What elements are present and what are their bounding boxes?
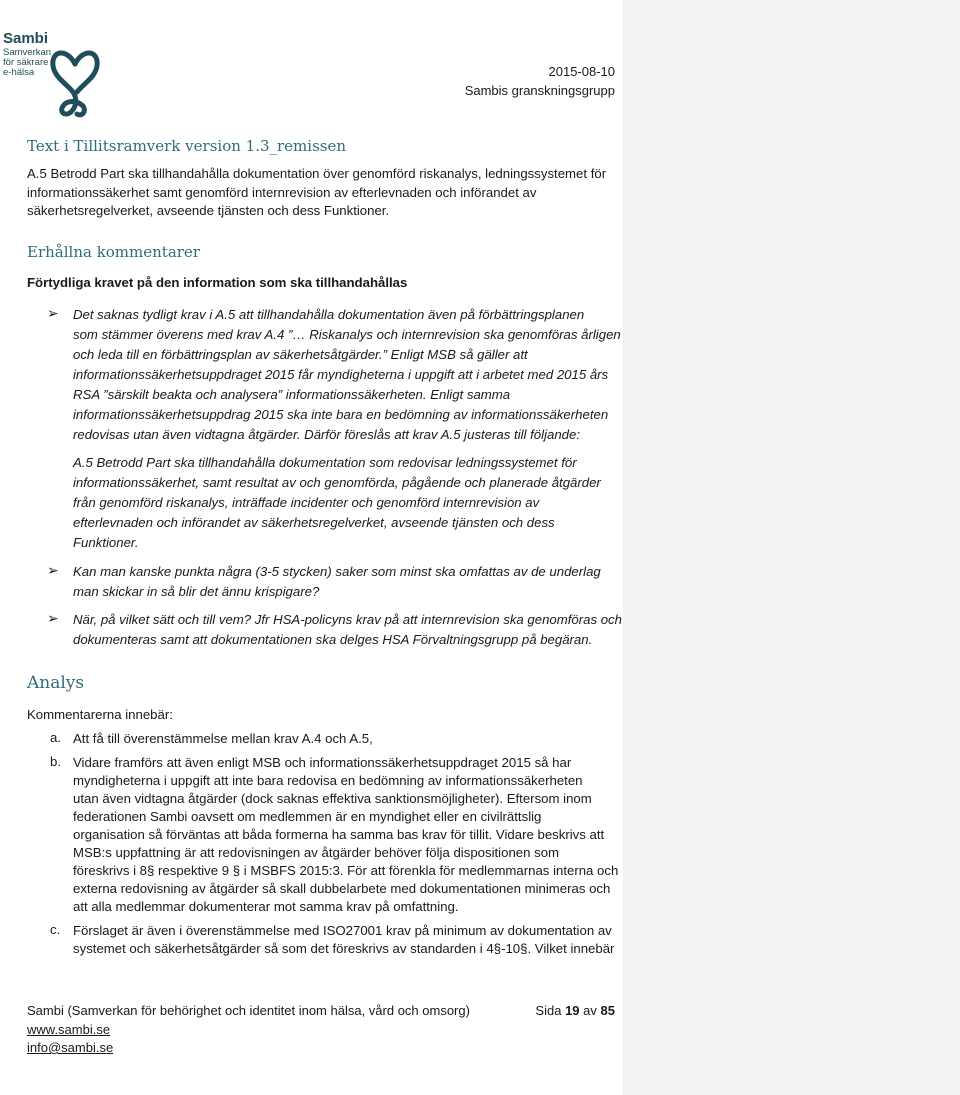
proposal-line: från genomförd riskanalys, inträffade incidenter och genomförd internrevision av [73, 495, 540, 510]
section-heading: Erhållna kommentarer [27, 243, 200, 261]
section-heading: Analys [27, 673, 85, 693]
comment-line: När, på vilket sätt och till vem? Jfr HSA-policyns krav på att internrevision ska genomföras och [73, 612, 622, 627]
heart-knot-icon [47, 42, 103, 118]
list-item-line: att alla medlemmar dokumenterar mot samma krav på omfattning. [73, 899, 459, 914]
list-item-line: föreskrivs i 8§ respektive 9 § i MSBFS 2015:3. För att förenkla för medlemmarnas interna och [73, 863, 619, 878]
list-marker: c. [50, 922, 61, 937]
footer-email-text[interactable]: info@sambi.se [27, 1040, 114, 1055]
page-prefix: Sida [535, 1003, 562, 1018]
arrow-bullet-icon: ➢ [47, 610, 59, 626]
comment-line: informationssäkerhetsuppdraget 2015 får myndigheterna i uppgift att i arbetet med 2015 års [73, 367, 609, 382]
logo-title: Sambi [3, 30, 49, 47]
subheading: Förtydliga kravet på den information som ska tillhandahållas [27, 275, 408, 290]
comment-line: som stämmer överens med krav A.4 ”… Riskanalys och internrevision ska genomföras årligen [73, 327, 621, 342]
logo-line: e-hälsa [3, 67, 35, 78]
proposal-line: efterlevnaden och införandet av säkerhetsregelverket, avseende tjänsten och dess [73, 515, 555, 530]
section-heading: Text i Tillitsramverk version 1.3_remissen [27, 137, 347, 155]
total-pages: 85 [600, 1003, 615, 1018]
comment-line: dokumenteras samt att dokumentationen ska delges HSA Förvaltningsgrupp på begäran. [73, 632, 593, 647]
list-item-line: Vidare framförs att även enligt MSB och informationssäkerhetsuppdraget 2015 så har [73, 755, 572, 770]
page-margin-area [623, 0, 960, 1095]
list-item-line: myndigheterna i uppgift att inte bara redovisa en bedömning av informationssäkerheten [73, 773, 583, 788]
logo-line: för säkrare [3, 57, 49, 68]
sambi-logo [3, 30, 113, 120]
logo-line: Samverkan [3, 47, 52, 58]
list-item-line: MSB:s uppfattning är att redovisningen av åtgärder behöver följa dispositionen som [73, 845, 560, 860]
list-item-line: Förslaget är även i överenstämmelse med ISO27001 krav på minimum av dokumentation av [73, 923, 612, 938]
footer-email-link[interactable] [27, 1040, 113, 1055]
paragraph-line: säkerhetsregelverket, avseende tjänsten och dess Funktioner. [27, 203, 390, 218]
paragraph-line: A.5 Betrodd Part ska tillhandahålla dokumentation över genomförd riskanalys, ledningssystemet för [27, 166, 607, 181]
proposal-line: Funktioner. [73, 535, 139, 550]
comment-line: informationssäkerhetsuppdrag 2015 ska inte bara en bedömning av informationssäkerheten [73, 407, 609, 422]
list-item-line: utan även vidtagna åtgärder (dock saknas effektiva sanktionsmöjligheter). Eftersom inom [73, 791, 592, 806]
list-marker: b. [50, 754, 61, 769]
list-item-line: federationen Sambi oavsett om medlemmen är en myndighet eller en civilrättslig [73, 809, 542, 824]
comment-line: man skickar in så blir det ännu krispigare? [73, 584, 320, 599]
proposal-line: informationssäkerhet, samt resultat av och genomförda, pågående och planerade åtgärder [73, 475, 601, 490]
footer-web-text[interactable]: www.sambi.se [27, 1022, 111, 1037]
footer-web-link[interactable] [27, 1022, 110, 1037]
comment-line: redovisas utan även vidtagna åtgärder. Därför föreslås att krav A.5 justeras till följande: [73, 427, 581, 442]
list-item-line: externa redovisning av åtgärder så skall dubbelarbete med dokumentationen minimeras och [73, 881, 611, 896]
header-org: Sambis granskningsgrupp [464, 83, 615, 98]
current-page: 19 [565, 1003, 580, 1018]
arrow-bullet-icon: ➢ [47, 562, 59, 578]
list-item-line: organisation så förväntas att båda formerna ha samma bas krav för tillit. Vidare beskrivs att [73, 827, 605, 842]
paragraph-line: informationssäkerhet samt genomförd internrevision av efterlevnaden och införandet av [27, 184, 537, 200]
page-mid: av [583, 1003, 597, 1018]
comment-line: RSA ”särskilt beakta och analysera” informationssäkerheten. Enligt samma [73, 387, 511, 402]
proposal-line: A.5 Betrodd Part ska tillhandahålla dokumentation som redovisar ledningssystemet för [73, 455, 577, 470]
comment-line: Kan man kanske punkta några (3-5 stycken) saker som minst ska omfattas av de underlag [73, 564, 601, 579]
comment-line: och leda till en förbättringsplan av säkerhetsåtgärder.” Enligt MSB så gäller att [73, 347, 528, 362]
comment-line: Det saknas tydligt krav i A.5 att tillhandahålla dokumentation även på förbättringsplanen [73, 307, 585, 322]
intro-text: Kommentarerna innebär: [27, 707, 173, 722]
page-number [535, 1003, 615, 1018]
header-date: 2015-08-10 [548, 64, 615, 79]
list-item-line: systemet och säkerhetsåtgärder så som det föreskrivs av standarden i 4§-10§. Vilket innebär [73, 941, 615, 956]
list-marker: a. [50, 730, 61, 745]
arrow-bullet-icon: ➢ [47, 305, 59, 321]
list-item-line: Att få till överenstämmelse mellan krav A.4 och A.5, [73, 731, 373, 746]
footer-org: Sambi (Samverkan för behörighet och identitet inom hälsa, vård och omsorg) [27, 1003, 470, 1018]
